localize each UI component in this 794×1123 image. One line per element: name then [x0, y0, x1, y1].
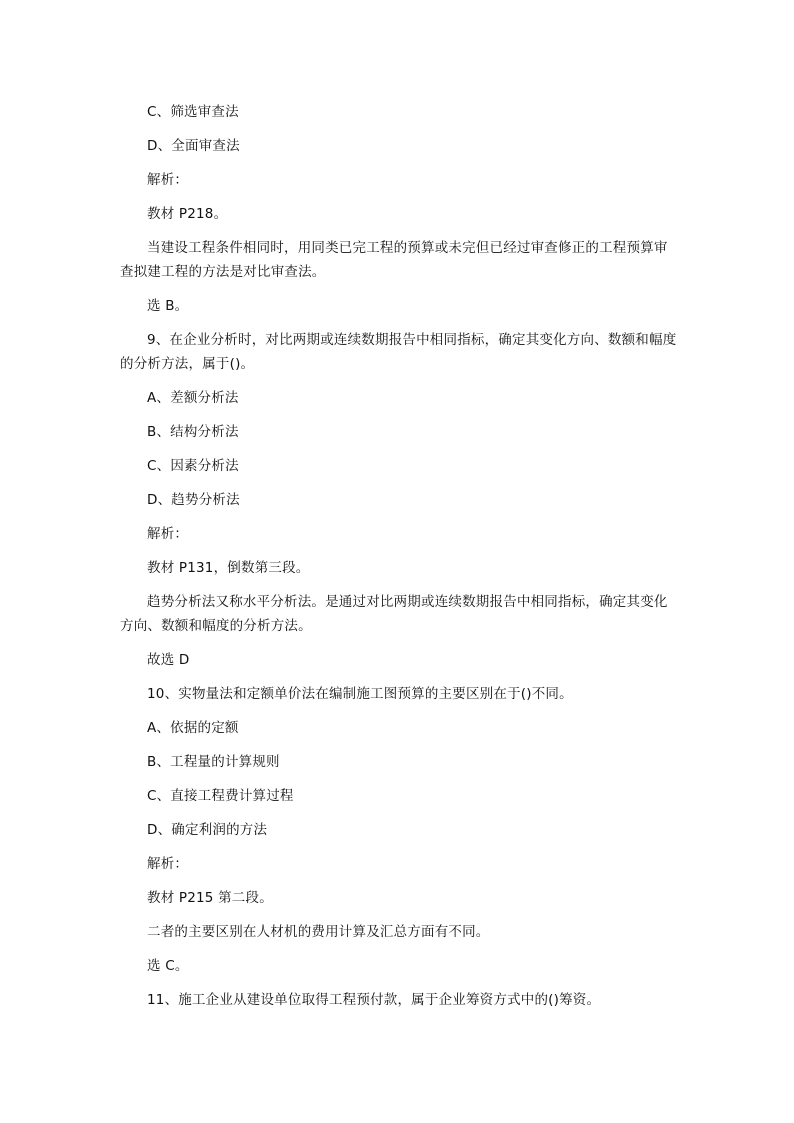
- option-c-line: C、因素分析法: [147, 458, 239, 474]
- textbook-reference: 教材 P215 第二段。: [147, 890, 273, 906]
- analysis-label: 解析：: [147, 172, 189, 188]
- question-10: 10、实物量法和定额单价法在编制施工图预算的主要区别在于()不同。: [147, 686, 573, 702]
- option-d-line: D、全面审查法: [147, 138, 240, 154]
- option-c-line: C、直接工程费计算过程: [147, 788, 294, 804]
- answer-line: 选 C。: [147, 958, 189, 974]
- option-a-line: A、依据的定额: [147, 720, 239, 736]
- option-b-line: B、结构分析法: [147, 424, 239, 440]
- option-d-line: D、确定利润的方法: [147, 822, 268, 838]
- option-b-line: B、工程量的计算规则: [147, 754, 280, 770]
- option-a-line: A、差额分析法: [147, 390, 239, 406]
- explanation-line: 二者的主要区别在人材机的费用计算及汇总方面有不同。: [147, 924, 490, 940]
- analysis-label: 解析：: [147, 856, 189, 872]
- option-c-line: C、筛选审查法: [147, 104, 239, 120]
- question-11: 11、施工企业从建设单位取得工程预付款，属于企业筹资方式中的()筹资。: [147, 992, 601, 1008]
- textbook-reference: 教材 P218。: [147, 206, 228, 222]
- textbook-reference: 教材 P131，倒数第三段。: [147, 560, 310, 576]
- analysis-label: 解析：: [147, 526, 189, 542]
- option-d-line: D、趋势分析法: [147, 492, 240, 508]
- answer-line: 选 B。: [147, 298, 189, 314]
- explanation-paragraph: 趋势分析法又称水平分析法。是通过对比两期或连续数期报告中相同指标，确定其变化方向、数额和幅度的分析方法。: [120, 594, 668, 634]
- explanation-paragraph: 当建设工程条件相同时，用同类已完工程的预算或未完但已经过审查修正的工程预算审查拟建工程的方法是对比审查法。: [120, 240, 668, 280]
- answer-line: 故选 D: [147, 652, 190, 668]
- question-9: 9、在企业分析时，对比两期或连续数期报告中相同指标，确定其变化方向、数额和幅度的分析方法，属于()。: [120, 332, 677, 372]
